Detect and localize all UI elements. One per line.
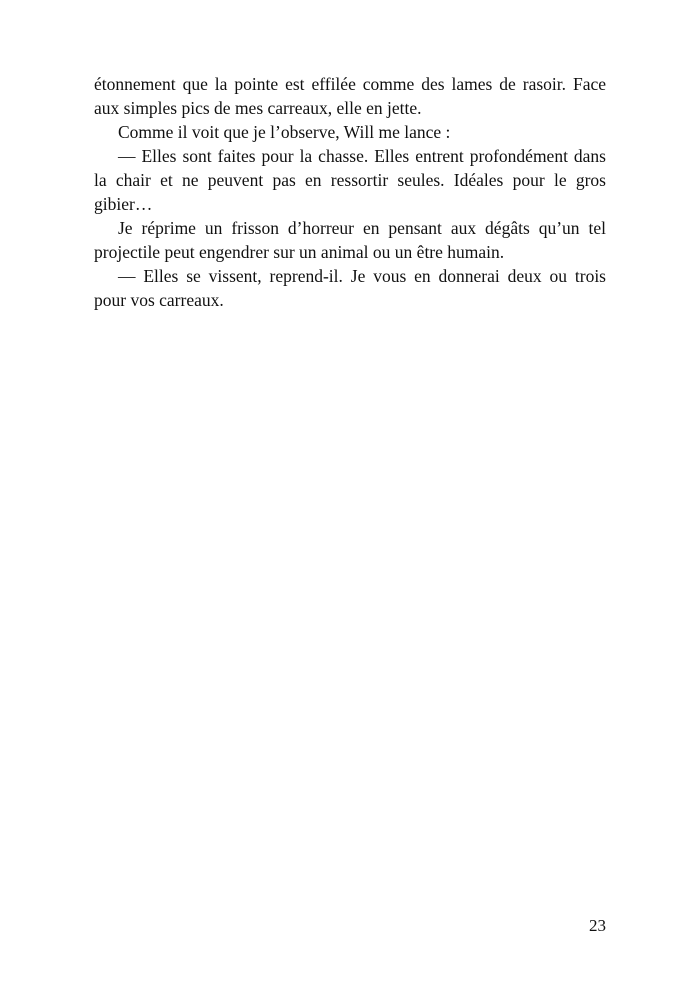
text-line: pour vos carreaux. xyxy=(94,290,224,310)
text-line: étonnement que la pointe est effilée comme des lames de rasoir. Face xyxy=(94,74,606,94)
text-line: aux simples pics de mes carreaux, elle en jette. xyxy=(94,98,422,118)
text-line: — Elles sont faites pour la chasse. Elles entrent profondément dans xyxy=(118,146,606,166)
text-line: — Elles se vissent, reprend-il. Je vous en donnerai deux ou trois xyxy=(118,266,606,286)
text-line: projectile peut engendrer sur un animal ou un être humain. xyxy=(94,242,505,262)
page-number: 23 xyxy=(589,916,606,935)
page-body-text xyxy=(94,72,606,312)
text-line: Comme il voit que je l’observe, Will me lance : xyxy=(118,122,451,142)
text-line: la chair et ne peuvent pas en ressortir seules. Idéales pour le gros xyxy=(94,170,606,190)
text-line: gibier… xyxy=(94,194,153,214)
text-line: Je réprime un frisson d’horreur en pensant aux dégâts qu’un tel xyxy=(118,218,606,238)
